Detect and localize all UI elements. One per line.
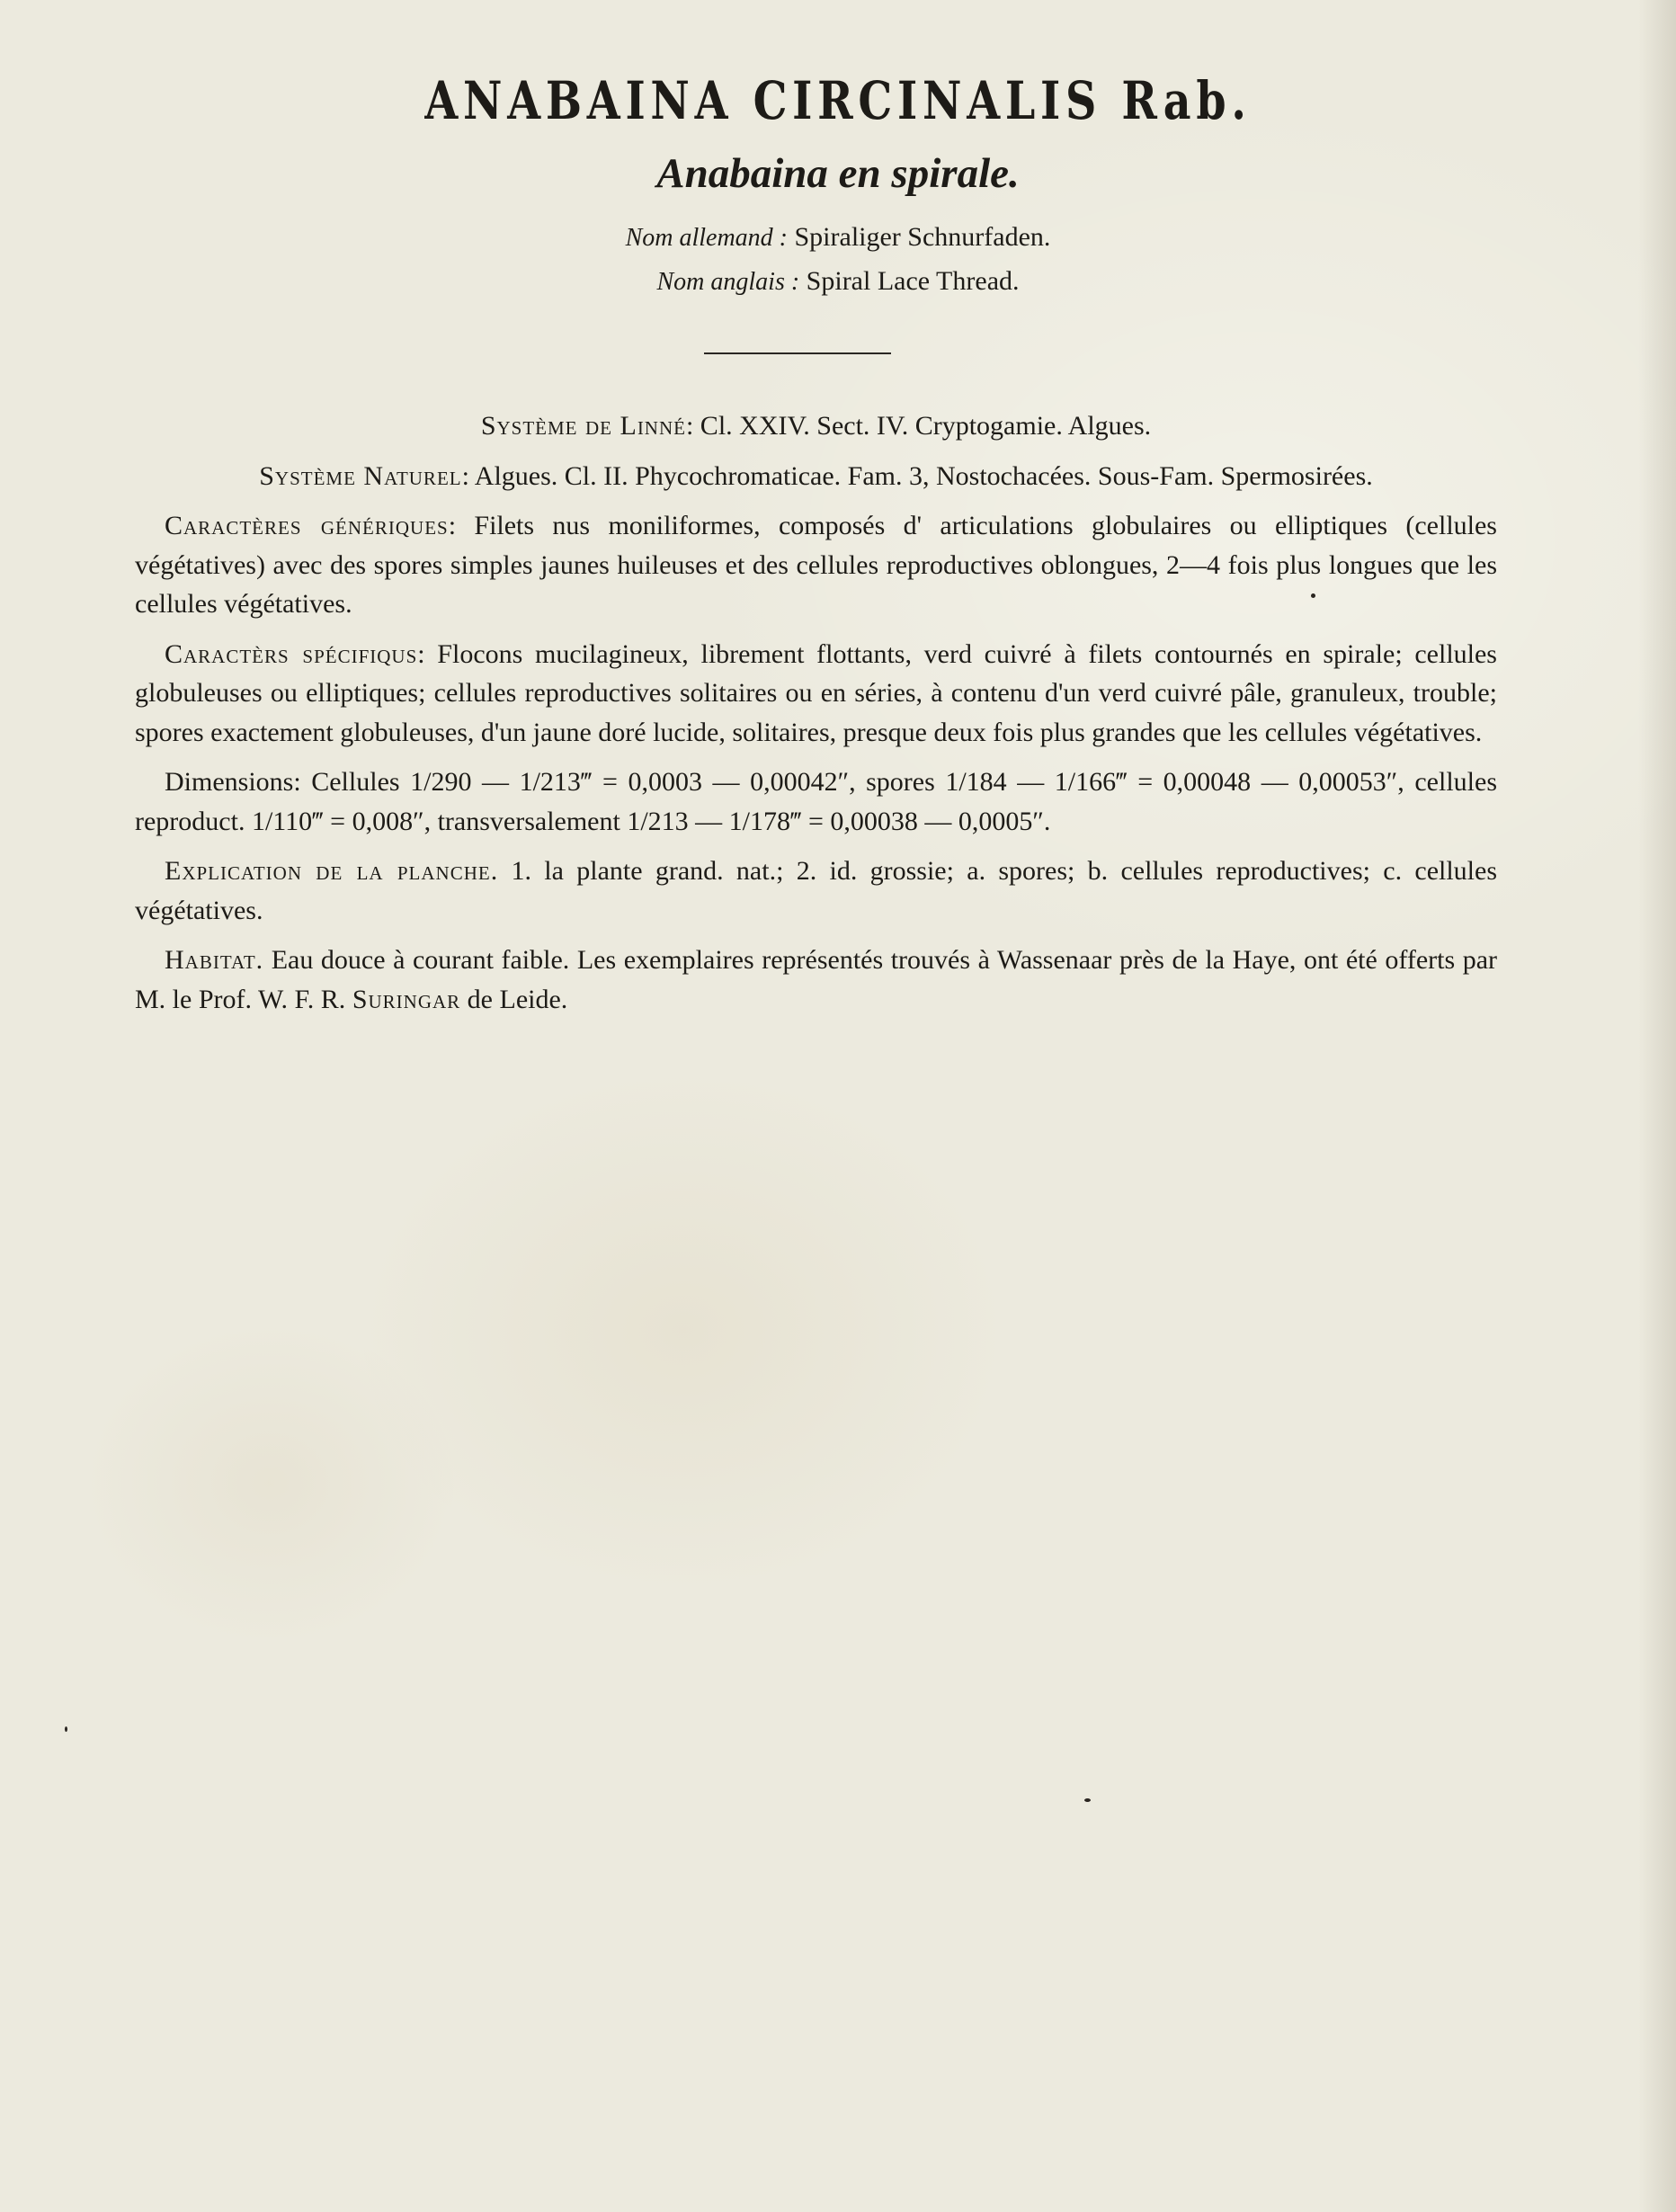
plate-explanation-paragraph bbox=[135, 852, 1497, 930]
natural-system-text: : Algues. Cl. II. Phycochromaticae. Fam. 3, Nostochacées. Sous-Fam. Spermosirées. bbox=[461, 460, 1373, 491]
english-name-line bbox=[0, 260, 1676, 304]
german-name-label: Nom allemand : bbox=[625, 224, 788, 252]
linne-system-paragraph bbox=[135, 406, 1497, 446]
habitat-text-end: de Leide. bbox=[460, 984, 568, 1014]
specific-characters-label: Caractèrs spécifiqus bbox=[165, 638, 418, 669]
natural-system-label: Système Naturel bbox=[259, 460, 462, 491]
habitat-collector-name: Suringar bbox=[352, 984, 461, 1014]
habitat-text: Eau douce à courant faible. Les exemplaires représentés trouvés à Wassenaar près de la Haye, ont été offerts par M. le Prof. W. F. R. bbox=[135, 945, 1497, 1014]
linne-system-text: : Cl. XXIV. Sect. IV. Cryptogamie. Algues. bbox=[685, 411, 1152, 441]
dimensions-paragraph bbox=[135, 763, 1497, 841]
generic-characters-label: Caractères génériques bbox=[165, 511, 449, 540]
page-edge-shadow bbox=[1638, 0, 1676, 2212]
plate-explanation-label: Explication de la planche. bbox=[165, 856, 499, 886]
english-name: Spiral Lace Thread. bbox=[806, 266, 1020, 296]
title-divider bbox=[704, 352, 891, 354]
ink-speck bbox=[1084, 1798, 1091, 1802]
ink-speck bbox=[65, 1726, 67, 1732]
specific-characters-paragraph bbox=[135, 635, 1497, 753]
linne-system-label: Système de Linné bbox=[480, 411, 686, 441]
common-names bbox=[0, 216, 1676, 304]
generic-characters-paragraph bbox=[135, 506, 1497, 624]
habitat-paragraph bbox=[135, 941, 1497, 1019]
english-name-label: Nom anglais : bbox=[656, 268, 800, 296]
generic-characters-text: : Filets nus moniliformes, composés d' articulations globulaires ou elliptiques (cellules végétatives) avec des spores simples jaunes huileuses et des cellules reproductives oblongues, 2—4 fois plus longues que les cellules végétatives. bbox=[135, 511, 1497, 619]
habitat-label: Habitat. bbox=[165, 945, 264, 975]
specific-characters-text: : Flocons mucilagineux, librement flottants, verd cuivré à filets contournés en spirale; cellules globuleuses ou elliptiques; cellules reproductives solitaires ou en séries, à contenu d'un verd cuivré pâle, granuleux, trouble; spores exactement globuleuses, d'un jaune doré lucide, solitaires, presque deux fois plus grandes que les cellules végétatives. bbox=[135, 638, 1497, 747]
description-body bbox=[135, 406, 1497, 1030]
dimensions-text: Dimensions: Cellules 1/290 — 1/213‴ = 0,0003 — 0,00042″, spores 1/184 — 1/166‴ = 0,00048 — 0,00053″, cellules reproduct. 1/110‴ = 0,008″, transversalement 1/213 — 1/178‴ = 0,00038 — 0,0005″. bbox=[135, 767, 1497, 836]
german-name: Spiraliger Schnurfaden. bbox=[794, 222, 1051, 252]
german-name-line bbox=[0, 216, 1676, 260]
species-subtitle: Anabaina en spirale. bbox=[656, 150, 1020, 197]
ink-speck bbox=[1311, 593, 1315, 598]
plate-explanation-text: 1. la plante grand. nat.; 2. id. grossie; a. spores; b. cellules reproductives; c. cellules végétatives. bbox=[135, 856, 1497, 925]
species-title: ANABAINA CIRCINALIS Rab. bbox=[424, 70, 1252, 131]
natural-system-paragraph bbox=[135, 457, 1497, 496]
